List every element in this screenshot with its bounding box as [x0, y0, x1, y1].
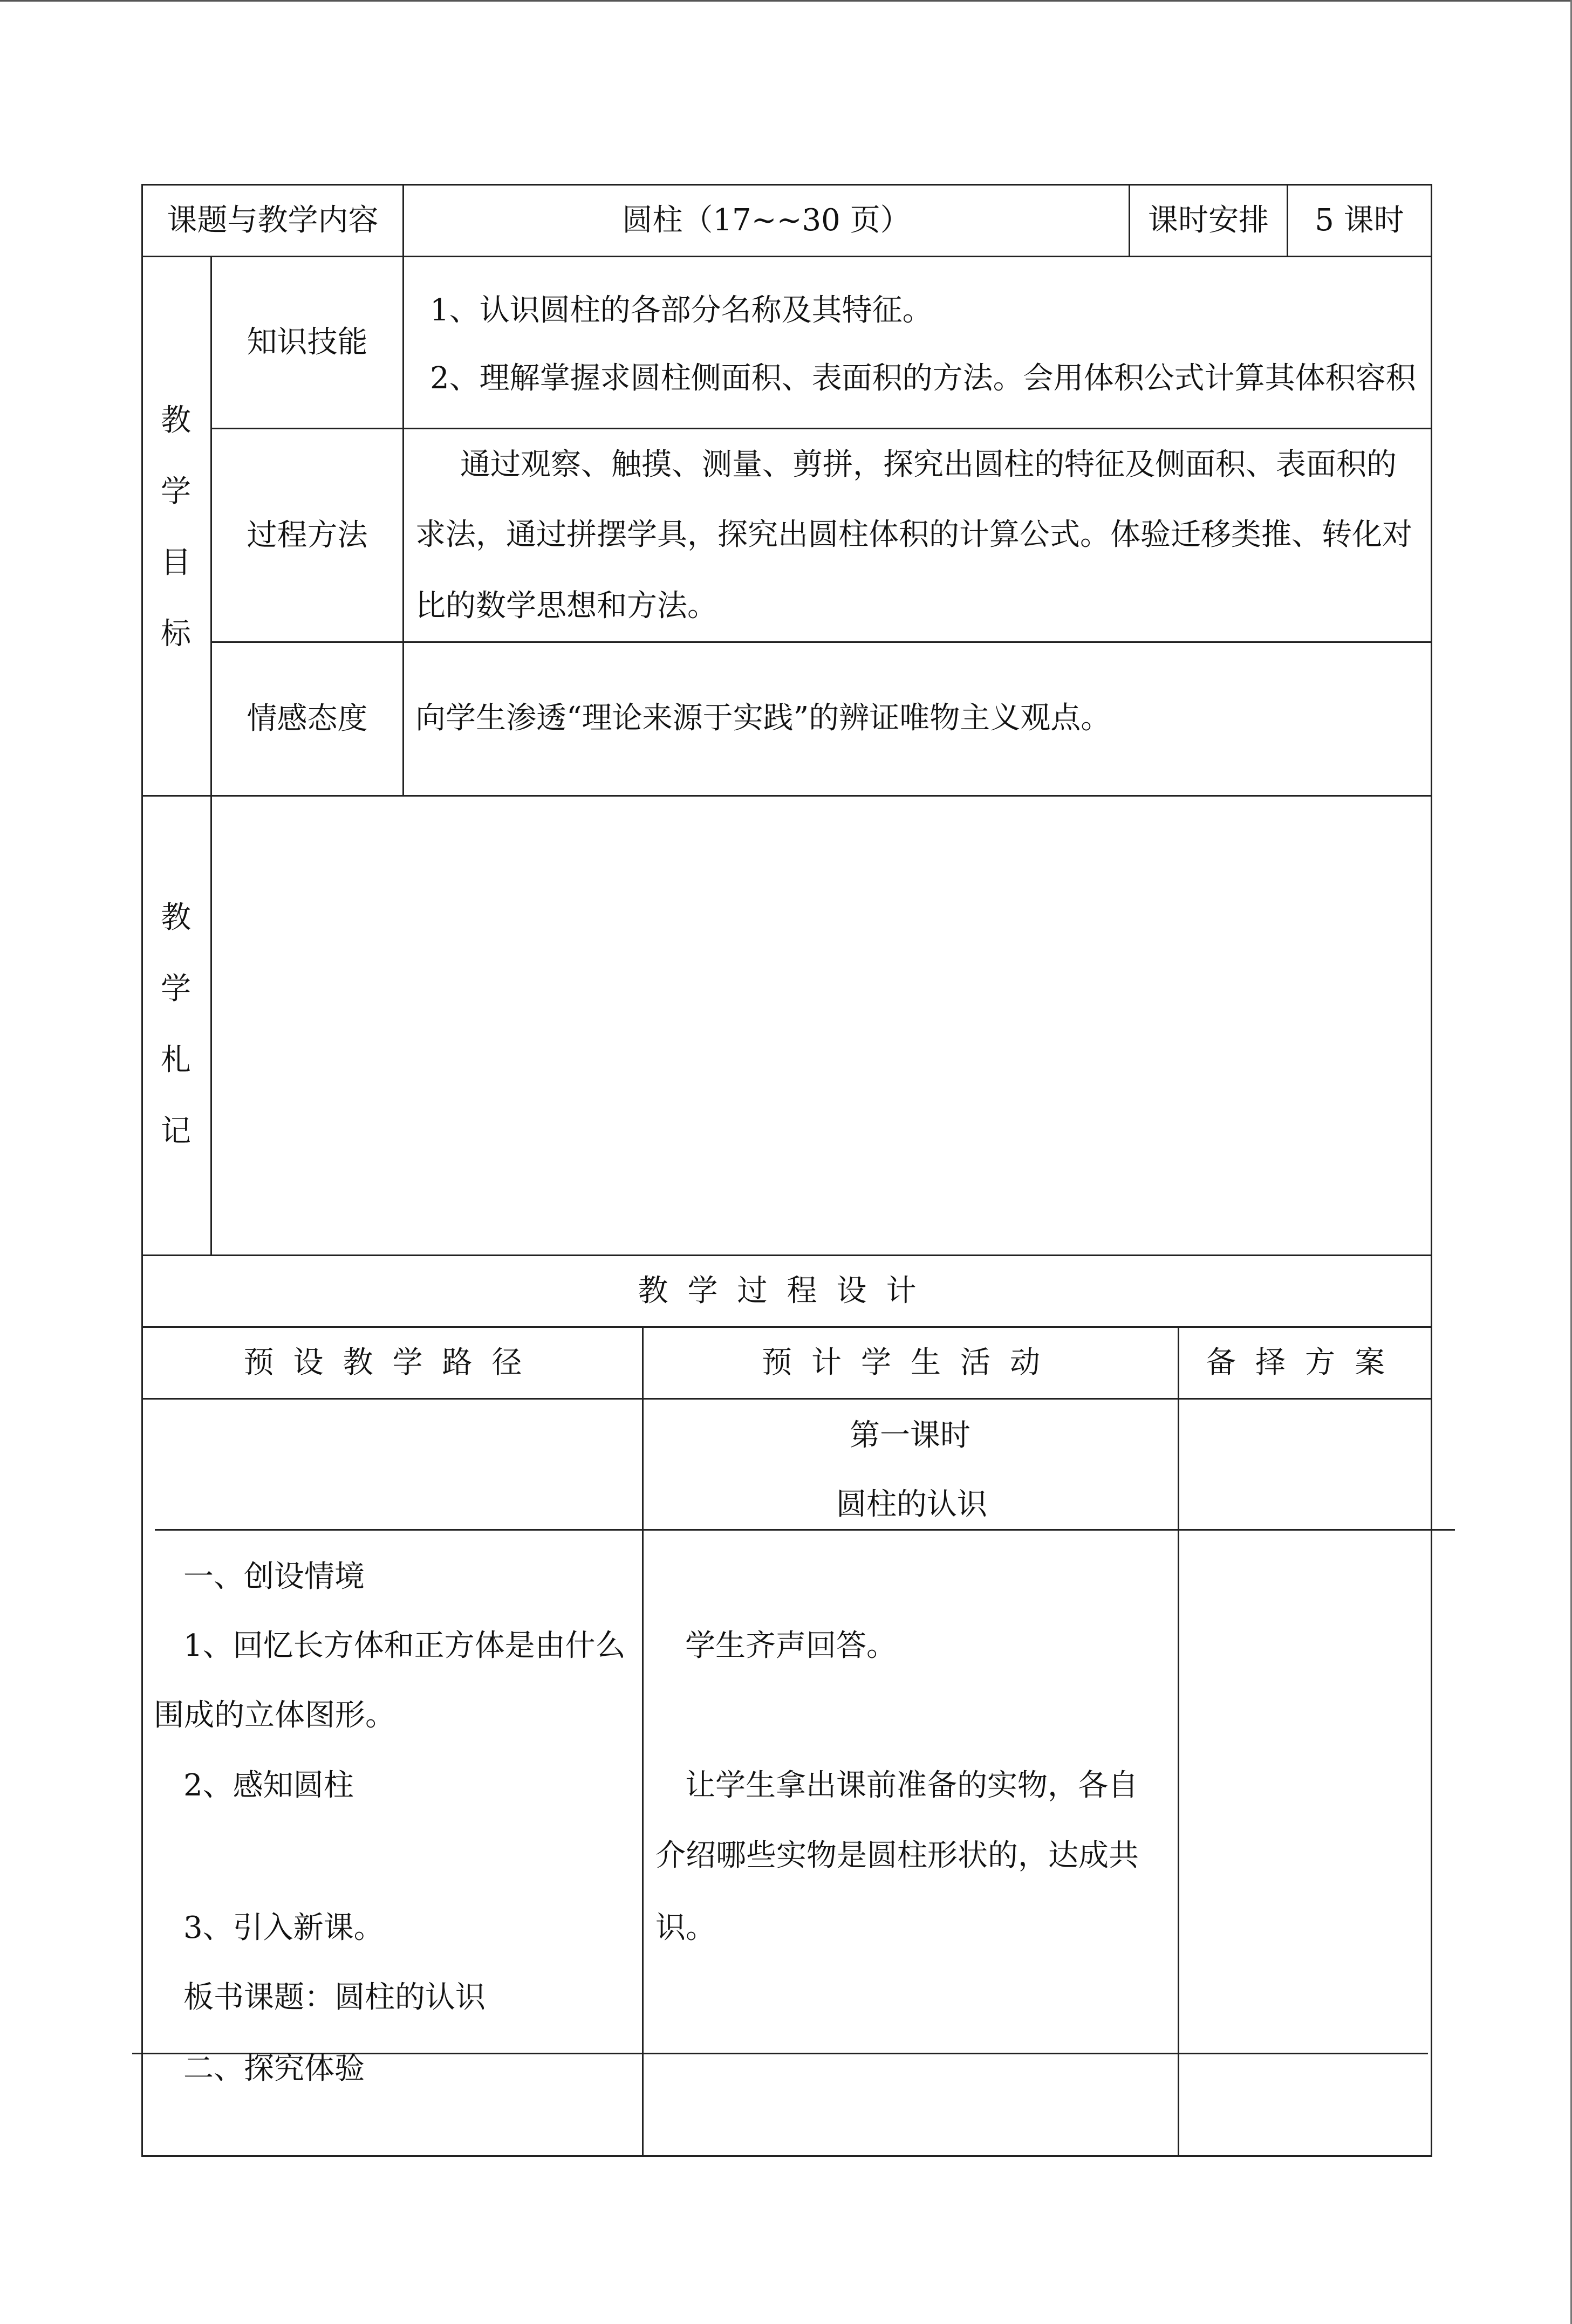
activity-line: 识。: [655, 1910, 716, 1945]
path-line: 3、引入新课。: [183, 1910, 384, 1945]
column-header-path: 预设教学路径: [243, 1345, 542, 1380]
path-line: 二、探究体验: [183, 2051, 365, 2086]
knowledge-label: 知识技能: [247, 325, 368, 360]
attitude-label: 情感态度: [247, 701, 368, 736]
activity-line: 介绍哪些实物是圆柱形状的，达成共: [655, 1838, 1139, 1873]
path-line: 一、创设情境: [183, 1559, 365, 1594]
process-label: 过程方法: [247, 517, 368, 553]
column-header-activity: 预计学生活动: [762, 1345, 1060, 1380]
activity-line: 学生齐声回答。: [685, 1628, 897, 1663]
activity-line: 让学生拿出课前准备的实物，各自: [685, 1768, 1138, 1803]
knowledge-line-2: 2、理解掌握求圆柱侧面积、表面积的方法。会用体积公式计算其体积容积: [430, 361, 1416, 396]
objectives-side-label: 教 学 目 标: [161, 403, 191, 652]
hours-value: 5 课时: [1315, 203, 1404, 238]
process-line-3: 比的数学思想和方法。: [415, 588, 717, 623]
notes-area: [212, 797, 1431, 1254]
path-line: 1、回忆长方体和正方体是由什么: [183, 1628, 626, 1663]
topic-label: 课题与教学内容: [167, 203, 379, 238]
lesson-title: 圆柱的认识: [836, 1487, 987, 1522]
attitude-text: 向学生渗透“理论来源于实践”的辨证唯物主义观点。: [415, 701, 1111, 736]
process-line-2: 求法，通过拼摆学具，探究出圆柱体积的计算公式。体验迁移类推、转化对: [415, 517, 1412, 552]
column-header-alternative: 备择方案: [1206, 1345, 1404, 1380]
process-line-1: 通过观察、触摸、测量、剪拼，探究出圆柱的特征及侧面积、表面积的: [460, 447, 1397, 482]
page-top-border: [0, 0, 1572, 2]
knowledge-line-1: 1、认识圆柱的各部分名称及其特征。: [430, 293, 933, 328]
lesson-number: 第一课时: [850, 1418, 970, 1453]
topic-value: 圆柱（17~~30 页）: [622, 203, 911, 238]
hours-label: 课时安排: [1148, 203, 1269, 238]
path-line: 2、感知圆柱: [183, 1768, 354, 1803]
path-line: 板书课题：圆柱的认识: [183, 1980, 486, 2015]
notes-side-label: 教 学 札 记: [161, 900, 191, 1149]
design-title: 教学过程设计: [638, 1273, 936, 1308]
path-line: 围成的立体图形。: [154, 1698, 395, 1733]
